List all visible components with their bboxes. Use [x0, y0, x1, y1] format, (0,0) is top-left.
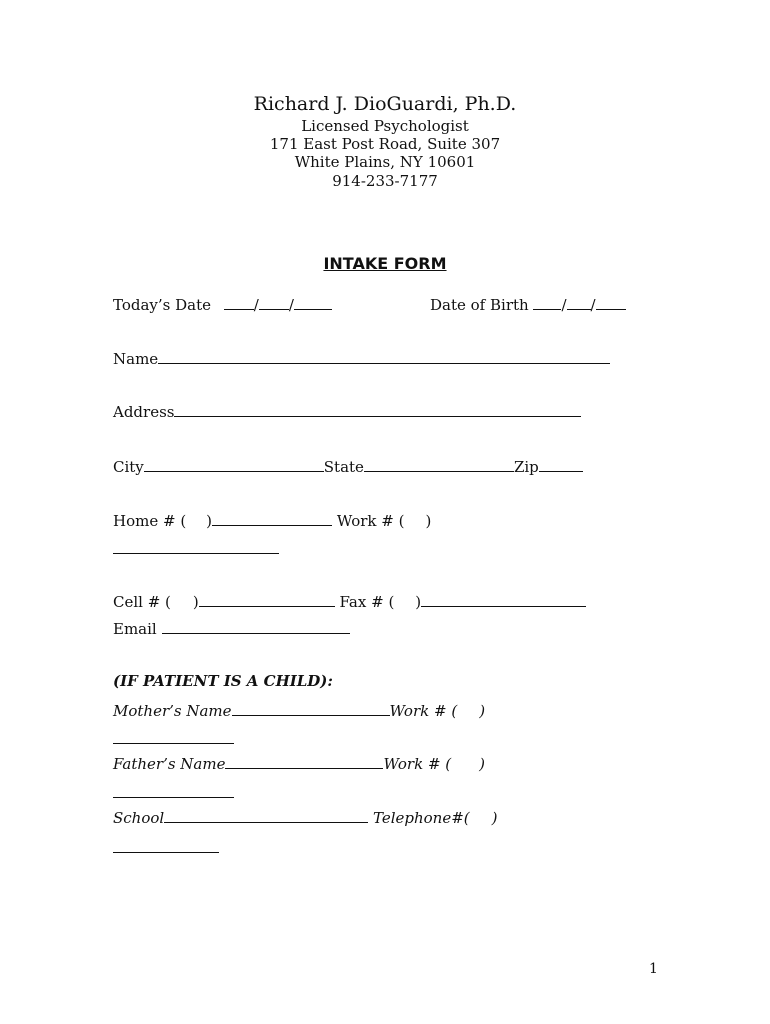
home-phone-label: Home # ( — [113, 512, 187, 530]
school-row — [113, 807, 498, 827]
dob-year-field[interactable] — [596, 294, 626, 310]
state-field[interactable] — [364, 456, 514, 472]
city-state-zip: White Plains, NY 10601 — [294, 153, 476, 171]
close-paren: ) — [192, 593, 199, 611]
father-work-label: Work # ( — [383, 755, 452, 773]
todays-date-row — [113, 294, 332, 314]
street-address: 171 East Post Road, Suite 307 — [269, 135, 501, 153]
school-telephone-label: Telephone#( — [372, 809, 470, 827]
close-paren: ) — [415, 593, 422, 611]
cell-phone-label: Cell # ( — [113, 593, 171, 611]
fax-field[interactable] — [421, 591, 586, 607]
email-row — [113, 618, 350, 638]
address-row — [113, 401, 581, 421]
city-state-zip-row — [113, 456, 583, 476]
school-label: School — [113, 809, 165, 827]
mothers-name-label: Mother’s Name — [113, 702, 232, 720]
fathers-name-label: Father’s Name — [113, 755, 226, 773]
email-field[interactable] — [162, 618, 350, 634]
practitioner-name: Richard J. DioGuardi, Ph.D. — [253, 93, 517, 115]
name-row — [113, 348, 610, 368]
address-label: Address — [113, 403, 175, 421]
fax-label: Fax # ( — [339, 593, 395, 611]
close-paren: ) — [491, 809, 498, 827]
todays-date-day-field[interactable] — [259, 294, 289, 310]
todays-date-month-field[interactable] — [224, 294, 254, 310]
close-paren: ) — [425, 512, 432, 530]
child-section-heading: (IF PATIENT IS A CHILD): — [113, 672, 333, 690]
cell-phone-field[interactable] — [199, 591, 335, 607]
work-phone-field[interactable] — [113, 553, 279, 554]
page-number: 1 — [649, 961, 658, 977]
mother-work-field[interactable] — [113, 743, 234, 744]
close-paren: ) — [479, 755, 485, 773]
school-field[interactable] — [164, 807, 368, 823]
date-separator: / — [561, 296, 567, 314]
city-field[interactable] — [144, 456, 324, 472]
cell-fax-row — [113, 591, 586, 611]
zip-label: Zip — [513, 458, 539, 476]
mother-row — [113, 700, 485, 720]
date-separator: / — [590, 296, 596, 314]
close-paren: ) — [206, 512, 213, 530]
work-phone-label: Work # ( — [336, 512, 405, 530]
email-label: Email — [113, 620, 157, 638]
city-label: City — [113, 458, 144, 476]
zip-field[interactable] — [539, 456, 583, 472]
father-work-field[interactable] — [113, 797, 234, 798]
father-row — [113, 753, 485, 773]
date-separator: / — [253, 296, 259, 314]
phone-number: 914-233-7177 — [332, 172, 438, 190]
dob-day-field[interactable] — [567, 294, 591, 310]
school-telephone-field[interactable] — [113, 852, 219, 853]
date-of-birth-row — [430, 294, 626, 314]
mothers-name-field[interactable] — [232, 700, 390, 716]
fathers-name-field[interactable] — [225, 753, 383, 769]
todays-date-year-field[interactable] — [294, 294, 332, 310]
dob-month-field[interactable] — [533, 294, 561, 310]
date-of-birth-label: Date of Birth — [430, 296, 529, 314]
date-separator: / — [288, 296, 294, 314]
address-field[interactable] — [174, 401, 581, 417]
form-title: INTAKE FORM — [323, 254, 447, 273]
name-label: Name — [113, 350, 159, 368]
name-field[interactable] — [158, 348, 610, 364]
mother-work-label: Work # ( — [389, 702, 458, 720]
practitioner-title: Licensed Psychologist — [301, 117, 469, 135]
home-phone-field[interactable] — [212, 510, 332, 526]
state-label: State — [323, 458, 364, 476]
home-work-row — [113, 510, 431, 530]
todays-date-label: Today’s Date — [113, 296, 211, 314]
close-paren: ) — [479, 702, 486, 720]
